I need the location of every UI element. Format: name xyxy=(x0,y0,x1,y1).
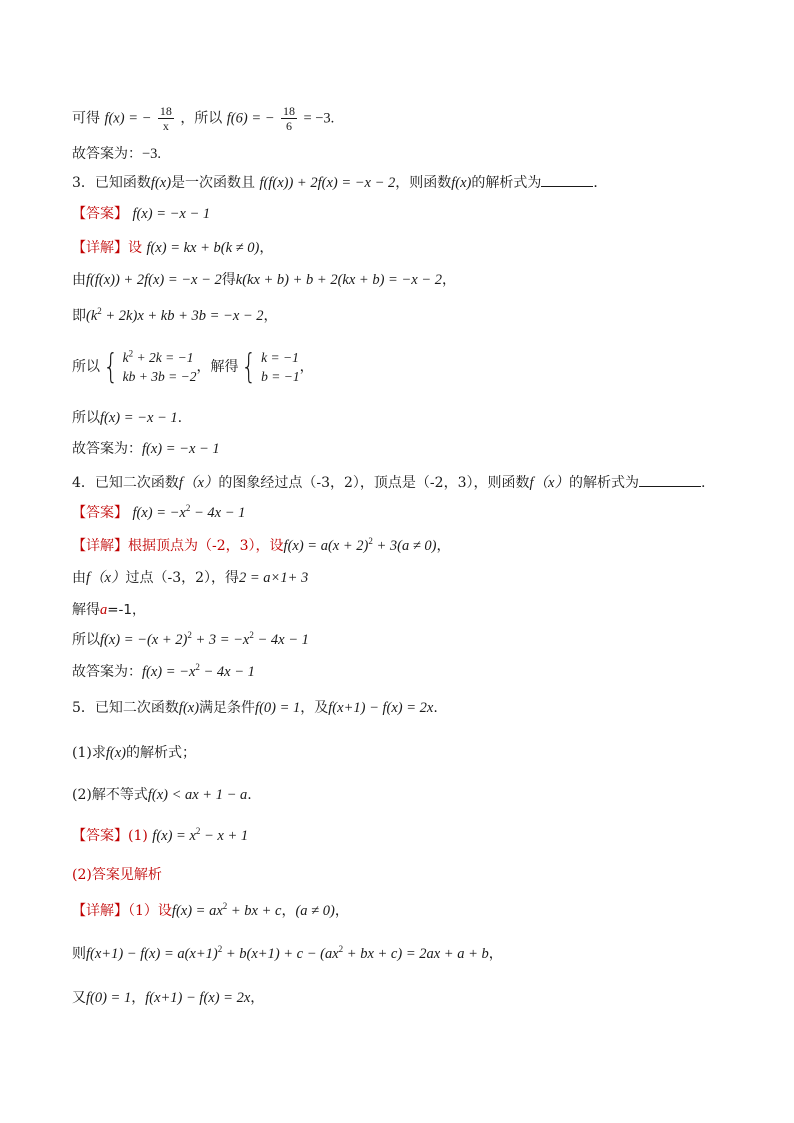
text: 设 xyxy=(128,240,142,256)
formula: f(x) < ax + 1 − a xyxy=(147,787,248,803)
question-5 xyxy=(72,698,734,718)
formula: f（x） xyxy=(178,475,219,491)
text: (2)解不等式 xyxy=(72,787,148,803)
text: ． xyxy=(593,175,608,191)
text-line xyxy=(72,600,734,620)
text: ， xyxy=(259,240,274,256)
answer-line xyxy=(72,204,734,224)
formula: f(x) xyxy=(150,175,172,191)
formula: f(0) = 1 xyxy=(255,700,301,716)
fraction: $\frac{18}{6}$ xyxy=(282,104,295,133)
formula: f(x+1) − f(x) = 2x xyxy=(145,990,251,1006)
text-line xyxy=(72,785,734,805)
answer-blank xyxy=(541,172,593,187)
text: (1)求 xyxy=(72,745,106,761)
formula: f(f(x)) + 2f(x) = −x − 2 xyxy=(259,175,396,191)
formula: $(k^2 + 2k)x$ + kb + 3b = −x − 2 xyxy=(86,306,264,324)
answer-tag: 【答案】 xyxy=(72,505,128,521)
equation-system: { k = −1 b = −1 xyxy=(241,347,300,387)
text: 解得 xyxy=(72,602,100,618)
formula: f(x) xyxy=(178,700,200,716)
text: (2)答案见解析 xyxy=(72,867,162,883)
text-line xyxy=(72,865,734,885)
text-line xyxy=(72,270,734,290)
text: 所以 xyxy=(72,410,100,426)
text: . xyxy=(247,787,252,803)
text-line xyxy=(72,988,734,1008)
answer-tag: 【答案】 xyxy=(72,206,128,222)
text-line xyxy=(72,568,734,588)
text: 可得 xyxy=(72,110,100,127)
formula: $f(x) = ax^2$ + bx + c xyxy=(171,901,282,919)
formula: f(x+1) − f(x) = 2x xyxy=(328,700,434,716)
formula: f(x) = −x − 1 xyxy=(142,441,220,457)
text-line xyxy=(72,144,734,164)
formula: f(6) = − xyxy=(226,110,275,127)
text: ， xyxy=(131,990,146,1006)
formula: f(x) = kx + b(k ≠ 0) xyxy=(146,240,260,256)
text: ， xyxy=(299,359,314,375)
formula: k(kx + b) + b + 2(kx + b) = −x − 2 xyxy=(235,272,442,288)
formula: $f(x) = -x^2 - 4x - 1$ xyxy=(142,662,255,680)
text: 故答案为： xyxy=(72,664,142,680)
formula: f(x) xyxy=(451,175,472,191)
formula: f（x） xyxy=(86,570,126,586)
explanation-tag: 【详解】 xyxy=(72,240,128,256)
text-line xyxy=(72,439,734,459)
text: 5．已知二次函数 xyxy=(72,700,179,716)
answer-line xyxy=(72,826,734,846)
text: ， xyxy=(441,272,456,288)
text: . xyxy=(700,475,706,491)
text: ， xyxy=(334,903,349,919)
formula: a xyxy=(100,602,108,618)
text: 的解析式为 xyxy=(471,175,542,191)
text: 得 xyxy=(221,272,236,288)
question-3 xyxy=(72,172,734,193)
text-line xyxy=(72,944,734,964)
formula: f(f(x)) + 2f(x) = −x − 2 xyxy=(86,272,222,288)
text-line xyxy=(72,662,734,682)
explanation-line xyxy=(72,536,734,556)
text-line xyxy=(72,348,734,386)
text: 根据顶点为（-2，3），设 xyxy=(128,538,284,554)
text: （1）设 xyxy=(128,903,172,919)
text: 即 xyxy=(72,308,86,324)
formula: $f(x+1) - f(x) = a(x+1)^2 + b(x+1) + c - (ax^2$ + bx + c) = 2ax + a + b xyxy=(86,944,489,962)
formula: f（x） xyxy=(529,475,569,491)
text: 则 xyxy=(72,946,86,962)
formula: $f(x) = x^2 - x + 1$ xyxy=(152,826,249,844)
explanation-line xyxy=(72,238,734,258)
text: 的解析式； xyxy=(125,745,196,761)
question-4 xyxy=(72,472,734,493)
formula: $f(x) = a(x + 2)^2 + 3(a \ne 0)$ xyxy=(283,536,437,554)
formula: f(x) = −x − 1 xyxy=(132,206,211,222)
formula: $f(x) = -x^2 - 4x - 1$ xyxy=(132,503,246,521)
text: ，及 xyxy=(300,700,329,716)
text: 过点（-3，2），得 xyxy=(125,570,240,586)
text-line xyxy=(72,104,734,133)
text-line xyxy=(72,408,734,428)
text: 由 xyxy=(72,272,86,288)
formula: f(0) = 1 xyxy=(86,990,132,1006)
formula: f(x) = −x − 1 xyxy=(100,410,178,426)
formula: f(x) = − xyxy=(104,110,152,127)
text: ， xyxy=(263,308,278,324)
text: 4．已知二次函数 xyxy=(72,475,179,491)
text: ，解得 xyxy=(196,359,239,375)
formula: = −3. xyxy=(303,110,335,127)
text: 故答案为： xyxy=(72,146,142,162)
text: 所以 xyxy=(72,632,100,648)
text: 的图象经过点（-3，2），顶点是（-2，3），则函数 xyxy=(218,475,530,491)
explanation-line xyxy=(72,901,734,921)
text-line xyxy=(72,306,734,326)
text: ， xyxy=(281,903,296,919)
text: =-1， xyxy=(107,602,146,618)
text: ， xyxy=(436,538,451,554)
text: ，则函数 xyxy=(395,175,452,191)
text: ， xyxy=(488,946,503,962)
text: . xyxy=(433,700,438,716)
text-line xyxy=(72,630,734,650)
text: 满足条件 xyxy=(199,700,256,716)
text: ， xyxy=(250,990,265,1006)
text: 故答案为： xyxy=(72,441,142,457)
formula: 2 = a×1+ 3 xyxy=(239,570,309,586)
answer-tag: 【答案】 xyxy=(72,828,128,844)
answer-line xyxy=(72,503,734,523)
formula: $f(x) = -(x + 2)^2 + 3 = -x^2 - 4x - 1$ xyxy=(100,630,309,648)
text: . xyxy=(177,410,183,426)
text: 由 xyxy=(72,570,86,586)
formula: −3. xyxy=(142,146,162,162)
explanation-tag: 【详解】 xyxy=(72,903,128,919)
text: ，所以 xyxy=(180,110,223,127)
text: 所以 xyxy=(72,359,100,375)
text: 是一次函数且 xyxy=(171,175,256,191)
formula: f(x) xyxy=(105,745,126,761)
text: 3．已知函数 xyxy=(72,175,151,191)
text: (1) xyxy=(128,828,148,844)
text: 又 xyxy=(72,990,86,1006)
text-line xyxy=(72,743,734,763)
text: 的解析式为 xyxy=(568,475,639,491)
answer-blank xyxy=(639,472,701,487)
equation-system: { $k^2 + 2k = -1$ kb + 3b = −2 xyxy=(103,347,197,387)
formula: (a ≠ 0) xyxy=(295,903,335,919)
explanation-tag: 【详解】 xyxy=(72,538,128,554)
fraction: $\frac{18}{x}$ xyxy=(159,104,172,133)
